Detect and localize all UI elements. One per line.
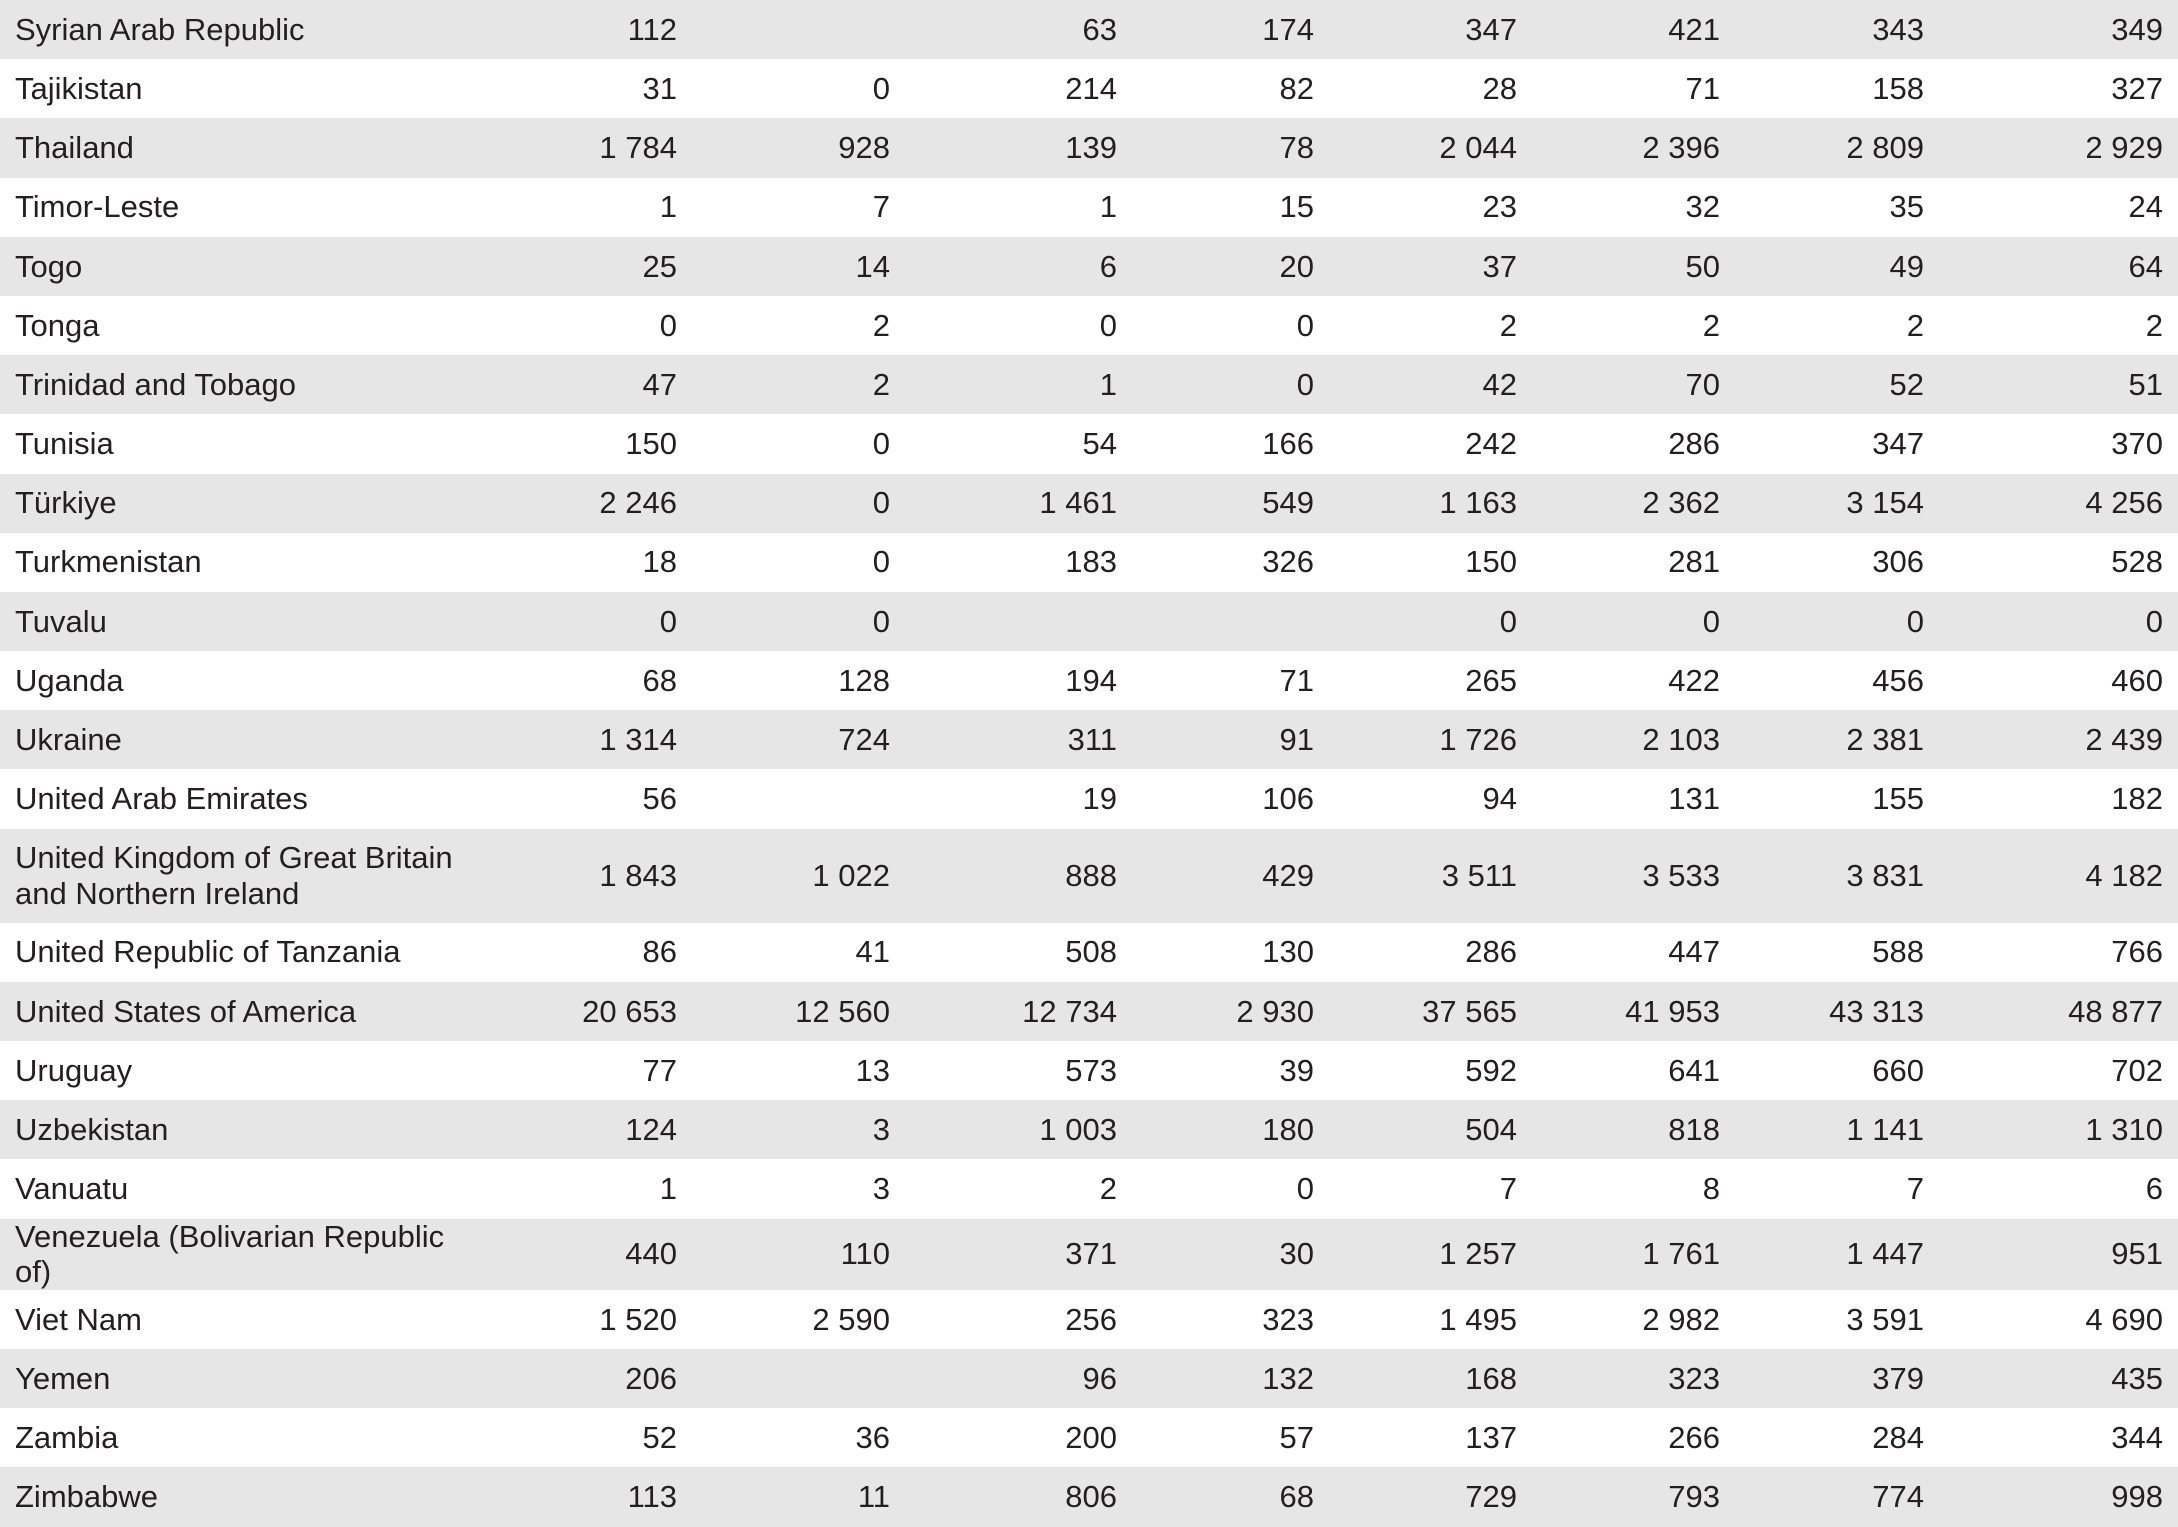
- value-cell: 1 163: [1329, 474, 1532, 533]
- country-cell: Tunisia: [15, 426, 114, 462]
- value-cell: 3 831: [1735, 829, 1939, 923]
- table-row: [0, 414, 2178, 473]
- value-cell: 0: [659, 307, 677, 343]
- value-cell: 0: [872, 426, 890, 462]
- value-cell: 1 461: [905, 474, 1132, 533]
- table-row: [0, 0, 2178, 59]
- value-cell: 214: [1065, 70, 1117, 106]
- value-cell: 43 313: [1735, 982, 1939, 1041]
- value-cell: 347: [1329, 0, 1532, 59]
- value-cell: 7: [1499, 1171, 1517, 1207]
- value-cell: 641: [1668, 1052, 1720, 1088]
- value-cell: 447: [1668, 934, 1720, 970]
- value-cell: 106: [1262, 781, 1314, 817]
- value-cell: 3 591: [1846, 1301, 1924, 1337]
- value-cell: 91: [1132, 710, 1329, 769]
- value-cell: 3: [692, 1100, 905, 1159]
- value-cell: 1 843: [480, 829, 692, 923]
- value-cell: 327: [2111, 70, 2163, 106]
- country-cell: Turkmenistan: [15, 544, 202, 580]
- value-cell: 20: [1132, 237, 1329, 296]
- value-cell: 166: [1262, 426, 1314, 462]
- value-cell: 24: [2128, 189, 2163, 225]
- value-cell: 3 511: [1329, 829, 1532, 923]
- value-cell: 2 103: [1532, 710, 1735, 769]
- value-cell: 96: [905, 1349, 1132, 1408]
- value-cell: 124: [480, 1100, 692, 1159]
- value-cell: 2 396: [1532, 118, 1735, 177]
- country-cell: Togo: [0, 237, 480, 296]
- value-cell: 12 560: [692, 982, 905, 1041]
- value-cell: 2 982: [1642, 1301, 1720, 1337]
- value-cell: 1: [659, 189, 677, 225]
- value-cell: 49: [1735, 237, 1939, 296]
- value-cell: 52: [1735, 355, 1939, 414]
- value-cell: 951: [1939, 1219, 2178, 1290]
- value-cell: 183: [1065, 544, 1117, 580]
- value-cell: 2 439: [1939, 710, 2178, 769]
- table-row: [0, 1408, 2178, 1467]
- value-cell: 68: [642, 662, 677, 698]
- value-cell: 2: [1499, 307, 1517, 343]
- value-cell: 30: [1132, 1219, 1329, 1290]
- value-cell: 168: [1329, 1349, 1532, 1408]
- value-cell: 70: [1532, 355, 1735, 414]
- value-cell: 724: [692, 710, 905, 769]
- table-row: [0, 118, 2178, 177]
- value-cell: 41: [855, 934, 890, 970]
- value-cell: 71: [1279, 662, 1314, 698]
- value-cell: 180: [1132, 1100, 1329, 1159]
- value-cell: 311: [905, 710, 1132, 769]
- value-cell: 818: [1532, 1100, 1735, 1159]
- country-cell: Zimbabwe: [0, 1467, 480, 1526]
- value-cell: 0: [1296, 1171, 1314, 1207]
- value-cell: 370: [2111, 426, 2163, 462]
- value-cell: 158: [1872, 70, 1924, 106]
- value-cell: 32: [1685, 189, 1720, 225]
- value-cell: [905, 592, 1132, 651]
- value-cell: 78: [1132, 118, 1329, 177]
- value-cell: 2 930: [1132, 982, 1329, 1041]
- value-cell: 1 141: [1735, 1100, 1939, 1159]
- value-cell: 349: [1939, 0, 2178, 59]
- value-cell: 94: [1482, 781, 1517, 817]
- value-cell: 206: [480, 1349, 692, 1408]
- value-cell: 7: [872, 189, 890, 225]
- value-cell: 702: [2111, 1052, 2163, 1088]
- value-cell: 3 533: [1532, 829, 1735, 923]
- value-cell: 3 154: [1735, 474, 1939, 533]
- value-cell: 6: [2145, 1171, 2163, 1207]
- value-cell: 528: [2111, 544, 2163, 580]
- value-cell: 508: [1065, 934, 1117, 970]
- value-cell: 7: [1906, 1171, 1924, 1207]
- country-cell: United Kingdom of Great Britain and Northern Ireland: [0, 829, 480, 923]
- value-cell: 47: [480, 355, 692, 414]
- value-cell: 379: [1735, 1349, 1939, 1408]
- table-row: [0, 1159, 2178, 1218]
- value-cell: 326: [1262, 544, 1314, 580]
- value-cell: 2: [1906, 307, 1924, 343]
- value-cell: 343: [1735, 0, 1939, 59]
- country-cell: Ukraine: [0, 710, 480, 769]
- value-cell: 456: [1872, 662, 1924, 698]
- country-cell: Tajikistan: [15, 70, 143, 106]
- country-cell: Tuvalu: [0, 592, 480, 651]
- table-row: [0, 829, 2178, 923]
- value-cell: 286: [1668, 426, 1720, 462]
- value-cell: 0: [1939, 592, 2178, 651]
- country-cell: United Republic of Tanzania: [15, 934, 401, 970]
- value-cell: 25: [480, 237, 692, 296]
- value-cell: 132: [1132, 1349, 1329, 1408]
- value-cell: 1 314: [480, 710, 692, 769]
- country-cell: Tonga: [15, 307, 100, 343]
- value-cell: 110: [692, 1219, 905, 1290]
- country-cell: Yemen: [0, 1349, 480, 1408]
- value-cell: 13: [855, 1052, 890, 1088]
- value-cell: 2 362: [1532, 474, 1735, 533]
- country-cell: Uruguay: [15, 1052, 133, 1088]
- value-cell: 371: [905, 1219, 1132, 1290]
- table-row: [0, 1290, 2178, 1349]
- value-cell: 1 726: [1329, 710, 1532, 769]
- value-cell: 14: [692, 237, 905, 296]
- table-row: [0, 237, 2178, 296]
- value-cell: 0: [480, 592, 692, 651]
- value-cell: 37 565: [1329, 982, 1532, 1041]
- value-cell: 194: [1065, 662, 1117, 698]
- value-cell: 131: [1668, 781, 1720, 817]
- value-cell: 2 590: [812, 1301, 890, 1337]
- table-row: [0, 296, 2178, 355]
- value-cell: 2 929: [1939, 118, 2178, 177]
- value-cell: 347: [1872, 426, 1924, 462]
- value-cell: [692, 1349, 905, 1408]
- value-cell: 0: [1735, 592, 1939, 651]
- value-cell: 4 256: [1939, 474, 2178, 533]
- value-cell: 888: [905, 829, 1132, 923]
- table-row: [0, 982, 2178, 1041]
- value-cell: 592: [1465, 1052, 1517, 1088]
- value-cell: 1: [905, 355, 1132, 414]
- value-cell: 2 246: [480, 474, 692, 533]
- value-cell: 130: [1262, 934, 1314, 970]
- value-cell: 63: [905, 0, 1132, 59]
- value-cell: 2 381: [1735, 710, 1939, 769]
- value-cell: [692, 769, 905, 828]
- country-cell: Zambia: [15, 1419, 119, 1455]
- value-cell: 71: [1685, 70, 1720, 106]
- value-cell: 137: [1465, 1419, 1517, 1455]
- value-cell: 306: [1872, 544, 1924, 580]
- value-cell: 1 022: [692, 829, 905, 923]
- value-cell: 256: [1065, 1301, 1117, 1337]
- value-cell: 182: [2111, 781, 2163, 817]
- value-cell: 113: [480, 1467, 692, 1526]
- value-cell: [1132, 592, 1329, 651]
- value-cell: 77: [642, 1052, 677, 1088]
- value-cell: 112: [480, 0, 692, 59]
- value-cell: 139: [905, 118, 1132, 177]
- value-cell: 0: [1532, 592, 1735, 651]
- table-row: [0, 1349, 2178, 1408]
- value-cell: 0: [1329, 592, 1532, 651]
- table-row: [0, 1467, 2178, 1526]
- value-cell: 344: [2111, 1419, 2163, 1455]
- value-cell: 50: [1532, 237, 1735, 296]
- country-cell: United Arab Emirates: [15, 781, 308, 817]
- value-cell: 35: [1889, 189, 1924, 225]
- value-cell: 51: [1939, 355, 2178, 414]
- value-cell: 729: [1329, 1467, 1532, 1526]
- value-cell: 0: [1099, 307, 1117, 343]
- value-cell: 0: [692, 592, 905, 651]
- country-cell: Syrian Arab Republic: [0, 0, 480, 59]
- value-cell: 573: [1065, 1052, 1117, 1088]
- country-cell: Türkiye: [0, 474, 480, 533]
- country-cell: Venezuela (Bolivarian Republic of): [0, 1219, 480, 1290]
- value-cell: 3: [872, 1171, 890, 1207]
- value-cell: 82: [1279, 70, 1314, 106]
- value-cell: 150: [625, 426, 677, 462]
- value-cell: 0: [1296, 307, 1314, 343]
- value-cell: 68: [1132, 1467, 1329, 1526]
- value-cell: 42: [1329, 355, 1532, 414]
- value-cell: [692, 0, 905, 59]
- value-cell: 8: [1702, 1171, 1720, 1207]
- value-cell: 64: [1939, 237, 2178, 296]
- value-cell: 998: [1939, 1467, 2178, 1526]
- value-cell: 766: [2111, 934, 2163, 970]
- value-cell: 28: [1482, 70, 1517, 106]
- value-cell: 36: [855, 1419, 890, 1455]
- value-cell: 422: [1668, 662, 1720, 698]
- table-row: [0, 533, 2178, 592]
- value-cell: 0: [1132, 355, 1329, 414]
- value-cell: 0: [692, 474, 905, 533]
- value-cell: 4 690: [2085, 1301, 2163, 1337]
- value-cell: 1 257: [1329, 1219, 1532, 1290]
- value-cell: 421: [1532, 0, 1735, 59]
- value-cell: 2 044: [1329, 118, 1532, 177]
- value-cell: 323: [1532, 1349, 1735, 1408]
- value-cell: 37: [1329, 237, 1532, 296]
- country-cell: United States of America: [0, 982, 480, 1041]
- value-cell: 774: [1735, 1467, 1939, 1526]
- value-cell: 54: [1082, 426, 1117, 462]
- value-cell: 6: [905, 237, 1132, 296]
- value-cell: 588: [1872, 934, 1924, 970]
- value-cell: 155: [1872, 781, 1924, 817]
- value-cell: 660: [1872, 1052, 1924, 1088]
- value-cell: 1 310: [1939, 1100, 2178, 1159]
- value-cell: 57: [1279, 1419, 1314, 1455]
- value-cell: 11: [692, 1467, 905, 1526]
- value-cell: 174: [1132, 0, 1329, 59]
- value-cell: 429: [1132, 829, 1329, 923]
- value-cell: 1 520: [599, 1301, 677, 1337]
- value-cell: 48 877: [1939, 982, 2178, 1041]
- country-cell: Uzbekistan: [0, 1100, 480, 1159]
- value-cell: 200: [1065, 1419, 1117, 1455]
- value-cell: 52: [642, 1419, 677, 1455]
- value-cell: 806: [905, 1467, 1132, 1526]
- country-cell: Timor-Leste: [15, 189, 180, 225]
- value-cell: 323: [1262, 1301, 1314, 1337]
- value-cell: 12 734: [905, 982, 1132, 1041]
- value-cell: 2: [872, 307, 890, 343]
- value-cell: 2 809: [1735, 118, 1939, 177]
- table-row: [0, 769, 2178, 828]
- value-cell: 928: [692, 118, 905, 177]
- value-cell: 281: [1668, 544, 1720, 580]
- value-cell: 19: [1082, 781, 1117, 817]
- table-row: [0, 178, 2178, 237]
- value-cell: 435: [1939, 1349, 2178, 1408]
- value-cell: 1 447: [1735, 1219, 1939, 1290]
- value-cell: 41 953: [1532, 982, 1735, 1041]
- table-row: [0, 923, 2178, 982]
- value-cell: 2: [1099, 1171, 1117, 1207]
- country-cell: Vanuatu: [15, 1171, 129, 1207]
- value-cell: 460: [2111, 662, 2163, 698]
- table-row: [0, 1219, 2178, 1290]
- value-cell: 1 784: [480, 118, 692, 177]
- table-row: [0, 651, 2178, 710]
- value-cell: 266: [1668, 1419, 1720, 1455]
- value-cell: 793: [1532, 1467, 1735, 1526]
- value-cell: 31: [642, 70, 677, 106]
- country-cell: Thailand: [0, 118, 480, 177]
- value-cell: 18: [642, 544, 677, 580]
- value-cell: 86: [642, 934, 677, 970]
- value-cell: 0: [872, 544, 890, 580]
- value-cell: 128: [838, 662, 890, 698]
- value-cell: 1: [1099, 189, 1117, 225]
- table-row: [0, 59, 2178, 118]
- country-cell: Uganda: [15, 662, 124, 698]
- table-row: [0, 1100, 2178, 1159]
- value-cell: 1 495: [1439, 1301, 1517, 1337]
- value-cell: 1 003: [905, 1100, 1132, 1159]
- value-cell: 15: [1279, 189, 1314, 225]
- value-cell: 1: [659, 1171, 677, 1207]
- value-cell: 2: [1702, 307, 1720, 343]
- table-row: [0, 355, 2178, 414]
- table-row: [0, 474, 2178, 533]
- value-cell: 440: [480, 1219, 692, 1290]
- table-row: [0, 710, 2178, 769]
- value-cell: 504: [1329, 1100, 1532, 1159]
- value-cell: 23: [1482, 189, 1517, 225]
- value-cell: 549: [1132, 474, 1329, 533]
- country-cell: Trinidad and Tobago: [0, 355, 480, 414]
- value-cell: 2: [692, 355, 905, 414]
- country-cell: Viet Nam: [15, 1301, 142, 1337]
- table-row: [0, 1041, 2178, 1100]
- value-cell: 284: [1872, 1419, 1924, 1455]
- value-cell: 2: [2145, 307, 2163, 343]
- value-cell: 20 653: [480, 982, 692, 1041]
- value-cell: 4 182: [1939, 829, 2178, 923]
- value-cell: 286: [1465, 934, 1517, 970]
- table-row: [0, 592, 2178, 651]
- value-cell: 265: [1465, 662, 1517, 698]
- value-cell: 56: [642, 781, 677, 817]
- value-cell: 242: [1465, 426, 1517, 462]
- value-cell: 0: [872, 70, 890, 106]
- value-cell: 150: [1465, 544, 1517, 580]
- value-cell: 1 761: [1532, 1219, 1735, 1290]
- value-cell: 39: [1279, 1052, 1314, 1088]
